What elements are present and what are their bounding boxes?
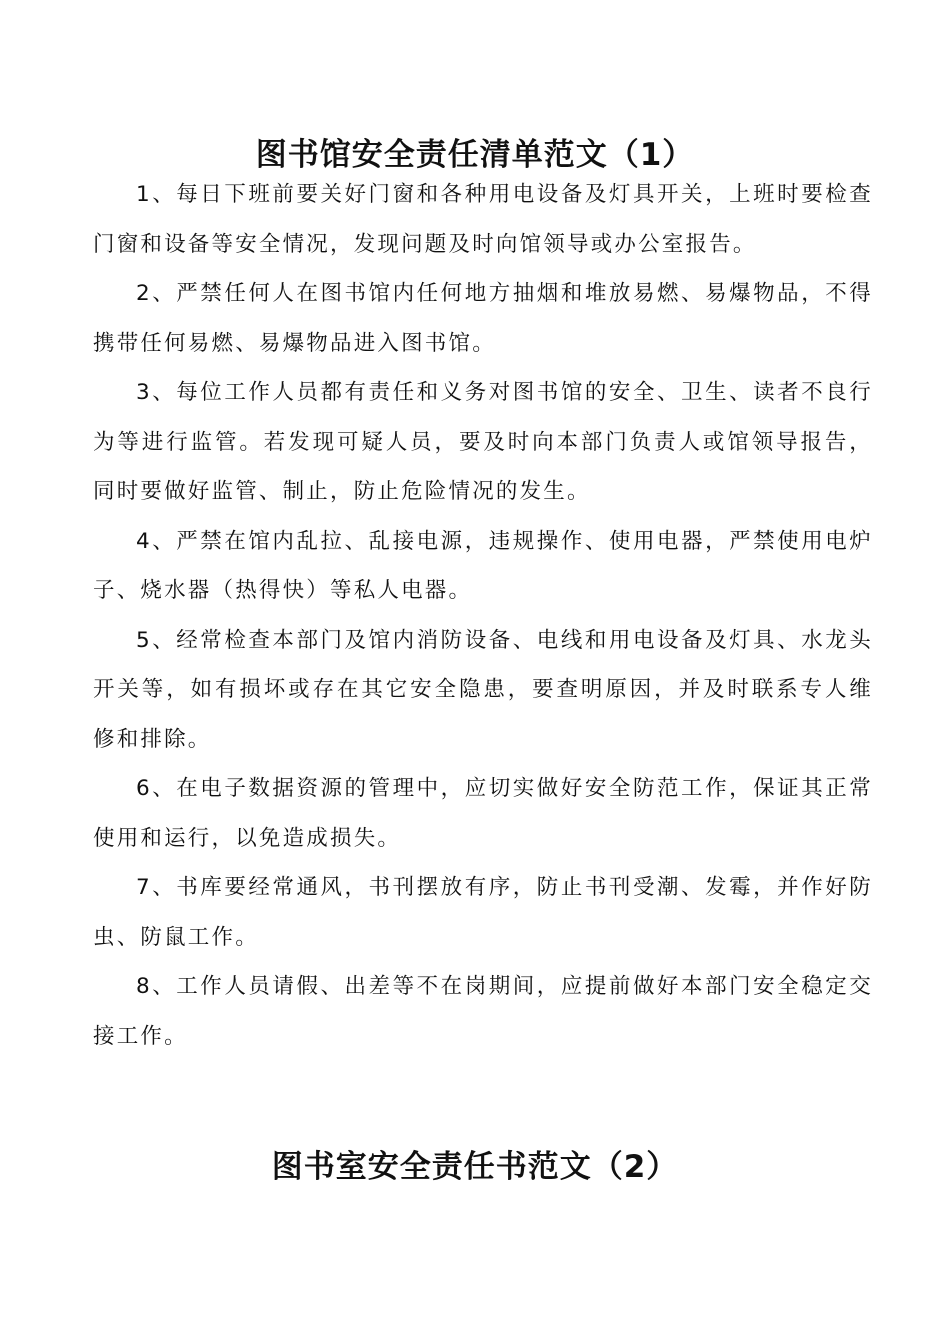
paragraph-1: 1、每日下班前要关好门窗和各种用电设备及灯具开关，上班时要检查门窗和设备等安全情况，发现问题及时向馆领导或办公室报告。 [93,182,873,257]
paragraph-6: 6、在电子数据资源的管理中，应切实做好安全防范工作，保证其正常使用和运行，以免造成损失。 [93,776,873,851]
paragraph-2: 2、严禁任何人在图书馆内任何地方抽烟和堆放易燃、易爆物品，不得携带任何易燃、易爆物品进入图书馆。 [93,281,873,356]
document-title-1: 图书馆安全责任清单范文（1） [255,136,695,173]
paragraph-3: 3、每位工作人员都有责任和义务对图书馆的安全、卫生、读者不良行为等进行监管。若发现可疑人员，要及时向本部门负责人或馆领导报告，同时要做好监管、制止，防止危险情况的发生。 [93,380,873,504]
document-title-2: 图书室安全责任书范文（2） [271,1148,679,1185]
paragraph-8: 8、工作人员请假、出差等不在岗期间，应提前做好本部门安全稳定交接工作。 [93,974,873,1049]
paragraph-5: 5、经常检查本部门及馆内消防设备、电线和用电设备及灯具、水龙头开关等，如有损坏或存在其它安全隐患，要查明原因，并及时联系专人维修和排除。 [93,627,873,752]
paragraph-4: 4、严禁在馆内乱拉、乱接电源，违规操作、使用电器，严禁使用电炉子、烧水器（热得快）等私人电器。 [93,528,873,603]
document-body [93,170,873,1061]
paragraph-7: 7、书库要经常通风，书刊摆放有序，防止书刊受潮、发霉，并作好防虫、防鼠工作。 [93,875,873,950]
